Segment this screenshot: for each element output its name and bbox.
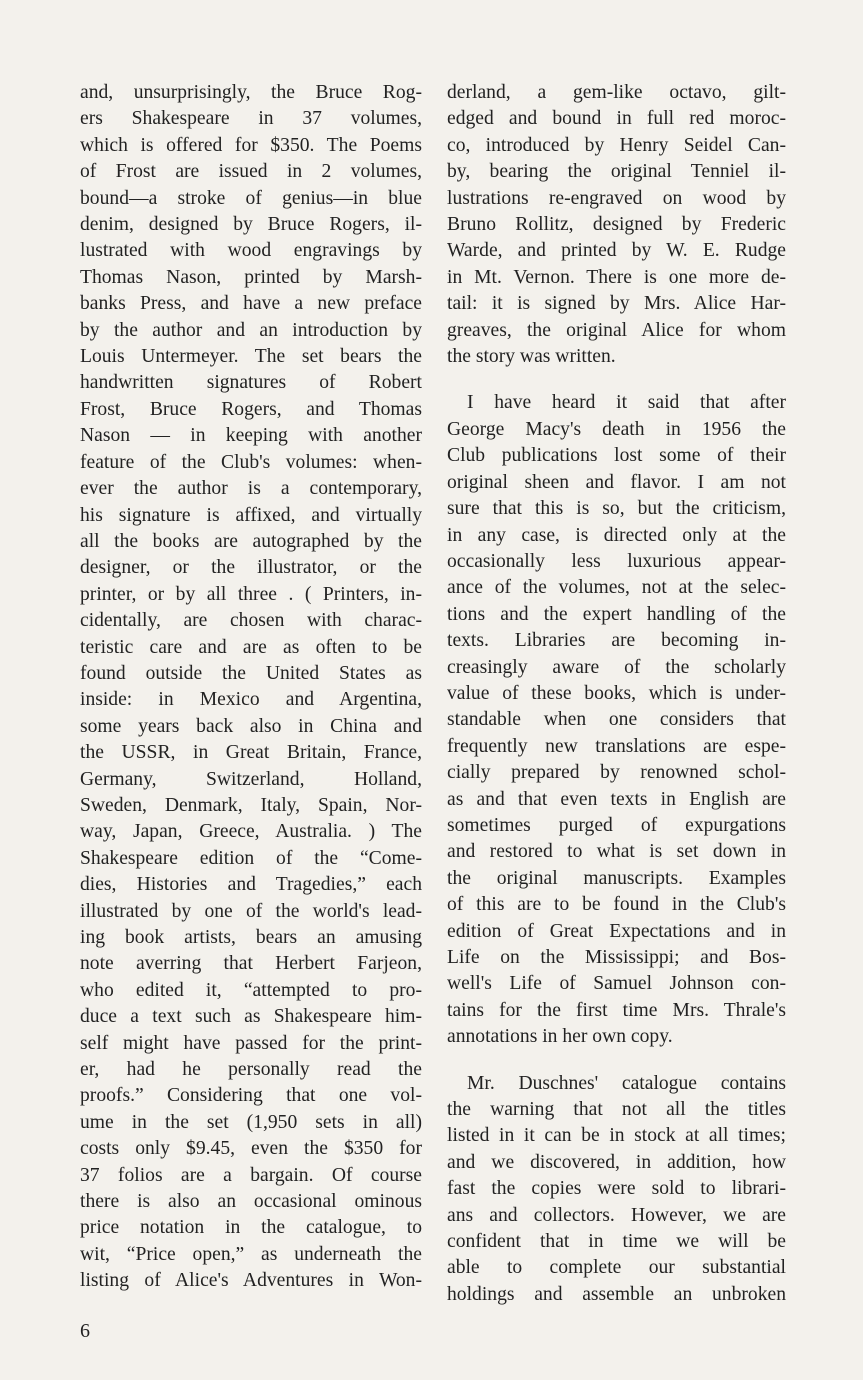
text-line: all the books are autographed by the — [80, 530, 422, 552]
text-line: Sweden, Denmark, Italy, Spain, Nor- — [80, 794, 422, 816]
text-line: proofs.” Considering that one vol- — [80, 1085, 422, 1107]
text-line: found outside the United States as — [80, 662, 422, 684]
text-line: by, bearing the original Tenniel il- — [447, 161, 786, 183]
text-line: sure that this is so, but the criticism, — [447, 498, 786, 520]
text-line: and, unsurprisingly, the Bruce Rog- — [80, 82, 422, 103]
text-line: able to complete our substantial — [447, 1257, 786, 1279]
text-line: tains for the first time Mrs. Thrale's — [447, 999, 786, 1021]
text-line: tions and the expert handling of the — [447, 603, 786, 625]
text-line: note averring that Herbert Farjeon, — [80, 953, 422, 975]
text-line: Warde, and printed by W. E. Rudge — [447, 240, 786, 262]
text-line: Frost, Bruce Rogers, and Thomas — [80, 398, 422, 420]
right-text-column — [447, 80, 786, 1308]
text-line: edged and bound in full red moroc- — [447, 108, 786, 130]
text-line: ing book artists, bears an amusing — [80, 927, 422, 948]
text-line: tail: it is signed by Mrs. Alice Har- — [447, 293, 786, 315]
text-line: denim, designed by Bruce Rogers, il- — [80, 214, 422, 236]
text-line: of this are to be found in the Club's — [447, 894, 786, 916]
text-line: dies, Histories and Tragedies,” each — [80, 874, 422, 896]
text-line: original sheen and flavor. I am not — [447, 471, 786, 493]
text-line: designer, or the illustrator, or the — [80, 557, 422, 579]
text-line: teristic care and are as often to be — [80, 636, 422, 658]
text-line: Louis Untermeyer. The set bears the — [80, 346, 422, 368]
text-line: costs only $9.45, even the $350 for — [80, 1138, 422, 1160]
text-line: Nason — in keeping with another — [80, 425, 422, 447]
text-line: in any case, is directed only at the — [447, 524, 786, 546]
text-line: texts. Libraries are becoming in- — [447, 630, 786, 652]
text-line: co, introduced by Henry Seidel Can- — [447, 134, 786, 156]
text-line: of Frost are issued in 2 volumes, — [80, 161, 422, 183]
text-line: banks Press, and have a new preface — [80, 293, 422, 315]
text-line: fast the copies were sold to librari- — [447, 1178, 786, 1200]
text-line: edition of Great Expectations and in — [447, 920, 786, 942]
text-line: the USSR, in Great Britain, France, — [80, 742, 422, 764]
text-line: value of these books, which is under- — [447, 682, 786, 704]
text-line: some years back also in China and — [80, 715, 422, 737]
text-line: lustrations re-engraved on wood by — [447, 187, 786, 209]
text-line: George Macy's death in 1956 the — [447, 418, 786, 440]
text-line: the warning that not all the titles — [447, 1099, 786, 1121]
text-line: way, Japan, Greece, Australia. ) The — [80, 821, 422, 843]
text-line: Mr. Duschnes' catalogue contains — [467, 1072, 786, 1094]
text-line: derland, a gem-like octavo, gilt- — [447, 82, 786, 103]
text-line: ever the author is a contemporary, — [80, 478, 422, 500]
text-line: cidentally, are chosen with charac- — [80, 610, 422, 632]
text-line: price notation in the catalogue, to — [80, 1217, 422, 1239]
text-line: ers Shakespeare in 37 volumes, — [80, 108, 422, 130]
text-line: his signature is affixed, and virtually — [80, 504, 422, 526]
text-line: standable when one considers that — [447, 709, 786, 731]
text-line: printer, or by all three . ( Printers, in- — [80, 583, 422, 605]
text-line: by the author and an introduction by — [80, 319, 422, 341]
text-line: bound—a stroke of genius—in blue — [80, 187, 422, 209]
paragraph-club-publications — [447, 390, 786, 1050]
text-line: Shakespeare edition of the “Come- — [80, 847, 422, 869]
text-line: Bruno Rollitz, designed by Frederic — [447, 214, 786, 236]
page-number: 6 — [80, 1320, 90, 1342]
text-line: Club publications lost some of their — [447, 445, 786, 467]
text-line: well's Life of Samuel Johnson con- — [447, 973, 786, 995]
text-line: ume in the set (1,950 sets in all) — [80, 1111, 422, 1133]
text-line: ans and collectors. However, we are — [447, 1204, 786, 1226]
text-line: duce a text such as Shakespeare him- — [80, 1006, 422, 1028]
text-line: cially prepared by renowned schol- — [447, 762, 786, 784]
text-line: and restored to what is set down in — [447, 841, 786, 863]
left-text-column — [80, 80, 422, 1295]
paragraph-duschnes-catalogue — [447, 1071, 786, 1309]
text-line: holdings and assemble an unbroken — [447, 1283, 786, 1305]
text-line: as and that even texts in English are — [447, 788, 786, 810]
text-line: which is offered for $350. The Poems — [80, 134, 422, 156]
text-line: handwritten signatures of Robert — [80, 372, 422, 394]
paragraph-alice-description — [447, 80, 786, 370]
text-line: occasionally less luxurious appear- — [447, 550, 786, 572]
text-line: illustrated by one of the world's lead- — [80, 900, 422, 922]
text-line: there is also an occasional ominous — [80, 1191, 422, 1213]
text-line: 37 folios are a bargain. Of course — [80, 1164, 422, 1186]
text-line: frequently new translations are espe- — [447, 735, 786, 757]
text-line: the story was written. — [447, 346, 616, 368]
text-line: inside: in Mexico and Argentina, — [80, 689, 422, 711]
text-line: feature of the Club's volumes: when- — [80, 451, 422, 473]
text-line: greaves, the original Alice for whom — [447, 319, 786, 341]
text-line: self might have passed for the print- — [80, 1032, 422, 1054]
text-line: ance of the volumes, not at the selec- — [447, 577, 786, 599]
text-line: Thomas Nason, printed by Marsh- — [80, 266, 422, 288]
text-line: sometimes purged of expurgations — [447, 814, 786, 836]
text-line: confident that in time we will be — [447, 1231, 786, 1253]
text-line: listed in it can be in stock at all times; — [447, 1125, 786, 1147]
text-line: and we discovered, in addition, how — [447, 1151, 786, 1173]
text-line: listing of Alice's Adventures in Won- — [80, 1270, 422, 1292]
text-line: er, had he personally read the — [80, 1059, 422, 1081]
text-line: annotations in her own copy. — [447, 1026, 673, 1048]
text-line: in Mt. Vernon. There is one more de- — [447, 266, 786, 288]
text-line: I have heard it said that after — [467, 392, 786, 414]
text-line: wit, “Price open,” as underneath the — [80, 1243, 422, 1265]
text-line: creasingly aware of the scholarly — [447, 656, 786, 678]
text-line: the original manuscripts. Examples — [447, 867, 786, 889]
text-line: lustrated with wood engravings by — [80, 240, 422, 262]
text-line: who edited it, “attempted to pro- — [80, 979, 422, 1001]
text-line: Germany, Switzerland, Holland, — [80, 768, 422, 790]
text-line: Life on the Mississippi; and Bos- — [447, 947, 786, 968]
